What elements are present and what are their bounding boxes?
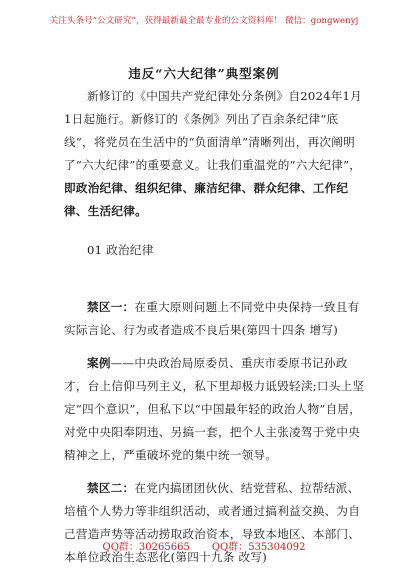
section-heading: 01 政治纪律 — [87, 243, 154, 257]
rule-label: 禁区一： — [87, 300, 135, 314]
qq-group-2: QQ群：535304092 — [211, 542, 306, 553]
rule-label: 禁区二： — [87, 481, 135, 495]
rule-text: 在重大原则问题上不同党中央保持一致且有实际言论、行为或者造成不良后果(第四十四条 增写) — [64, 300, 360, 337]
rule-paragraph — [64, 296, 368, 342]
intro-bold-text: 即政治纪律、组织纪律、廉洁纪律、群众纪律、工作纪律、生活纪律。 — [64, 181, 349, 218]
case-label: 案例 — [87, 356, 111, 370]
intro-paragraph — [64, 85, 368, 223]
rule-paragraph — [64, 477, 368, 569]
case-paragraph — [64, 352, 368, 467]
document-title: 违反“六大纪律”典型案例 — [128, 66, 280, 81]
qq-group-1: QQ群：30265665 — [102, 542, 190, 553]
header-banner: 关注头条号“公文研究”，获得最新最全最专业的公文资料库！ 微信：gongwenyj — [49, 16, 359, 26]
case-text: ——中央政治局原委员、重庆市委原书记孙政才，台上信仰马列主义，私下里却极力诋毁轻渎;口头上坚定“四个意识”，但私下以“中国最年轻的政治人物”自居，对党中央阳奉阴违、另搞一套，把个人主张凌驾于党中央精神之上，严重破坏党的集中统一领导。 — [64, 356, 365, 462]
footer-contacts — [0, 538, 408, 553]
intro-text: 新修订的《中国共产党纪律处分条例》自2024年1月1日起施行。新修订的《条例》列出了百余条纪律“底线”，将党员在生活中的“负面清单”清晰列出，再次阐明了“六大纪律”的重要意义。让我们重温党的“六大纪律”， — [64, 89, 363, 172]
document-body — [64, 85, 368, 579]
rule-text: 在党内搞团团伙伙、结党营私、拉帮结派、培植个人势力等非组织活动，或者通过搞利益交换、为自己营造声势等活动捞取政治资本，导致本地区、本部门、本单位政治生态恶化(第四十九条 改写) — [64, 481, 361, 564]
